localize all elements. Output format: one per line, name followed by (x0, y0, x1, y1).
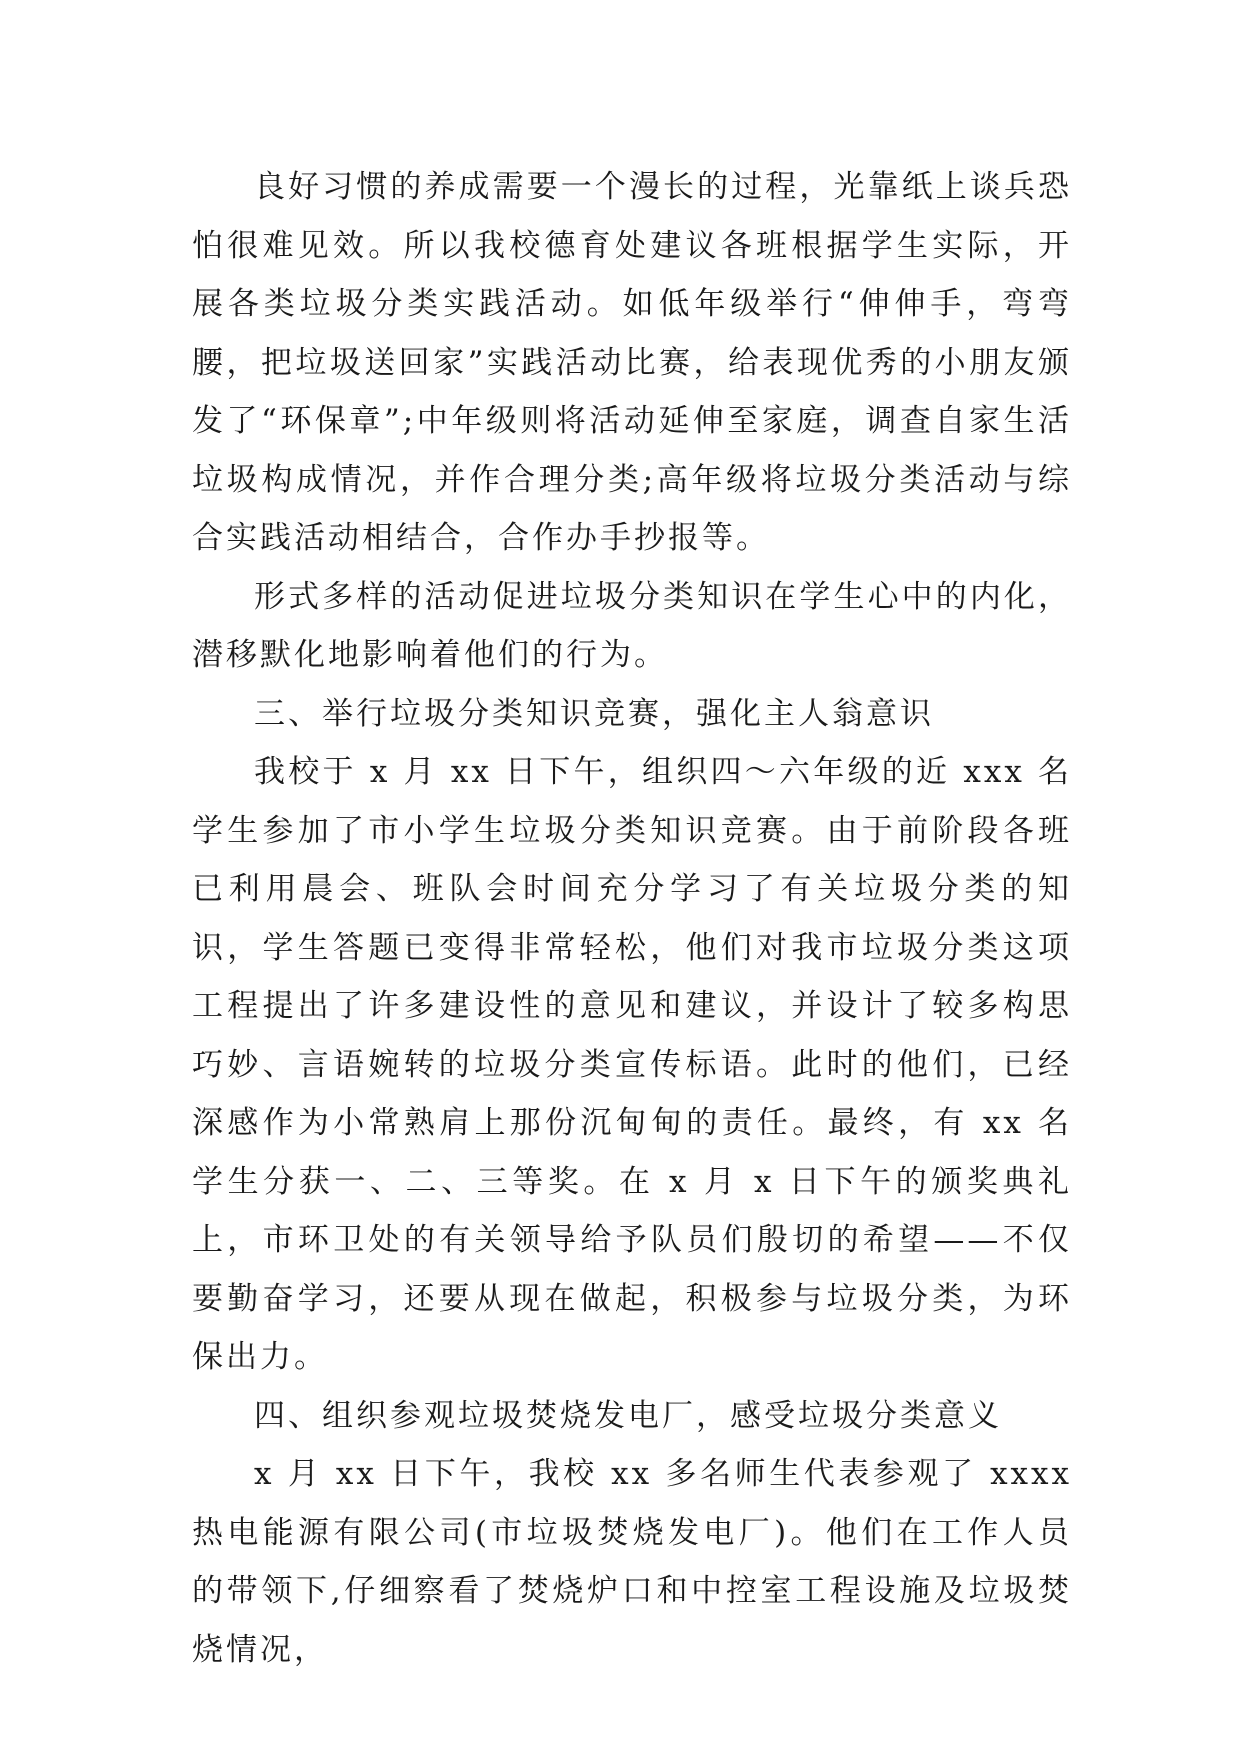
paragraph-habit-practice: 良好习惯的养成需要一个漫长的过程，光靠纸上谈兵恐怕很难见效。所以我校德育处建议各班根据学生实际，开展各类垃圾分类实践活动。如低年级举行“伸伸手，弯弯腰，把垃圾送回家”实践活动比赛，给表现优秀的小朋友颁发了“环保章”;中年级则将活动延伸至家庭，调查自家生活垃圾构成情况，并作合理分类;高年级将垃圾分类活动与综合实践活动相结合，合作办手抄报等。 (192, 169, 1072, 556)
paragraph-activities-effect: 形式多样的活动促进垃圾分类知识在学生心中的内化，潜移默化地影响着他们的行为。 (192, 578, 1072, 673)
document-body (192, 158, 1072, 1679)
section-heading-knowledge-contest: 三、举行垃圾分类知识竞赛，强化主人翁意识 (254, 695, 934, 732)
paragraph-knowledge-contest: 我校于 x 月 xx 日下午，组织四～六年级的近 xxx 名学生参加了市小学生垃圾分类知识竞赛。由于前阶段各班已利用晨会、班队会时间充分学习了有关垃圾分类的知识，学生答题已变得非常轻松，他们对我市垃圾分类这项工程提出了许多建设性的意见和建议，并设计了较多构思巧妙、言语婉转的垃圾分类宣传标语。此时的他们，已经深感作为小常熟肩上那份沉甸甸的责任。最终，有 xx 名学生分获一、二、三等奖。在 x 月 x 日下午的颁奖典礼上，市环卫处的有关领导给予队员们殷切的希望——不仅要勤奋学习，还要从现在做起，积极参与垃圾分类，为环保出力。 (192, 754, 1072, 1375)
section-heading-plant-visit: 四、组织参观垃圾焚烧发电厂，感受垃圾分类意义 (254, 1397, 1002, 1434)
paragraph-plant-visit: x 月 xx 日下午，我校 xx 多名师生代表参观了 xxxx 热电能源有限公司(市垃圾焚烧发电厂)。他们在工作人员的带领下,仔细察看了焚烧炉口和中控室工程设施及垃圾焚烧情况， (192, 1456, 1072, 1668)
